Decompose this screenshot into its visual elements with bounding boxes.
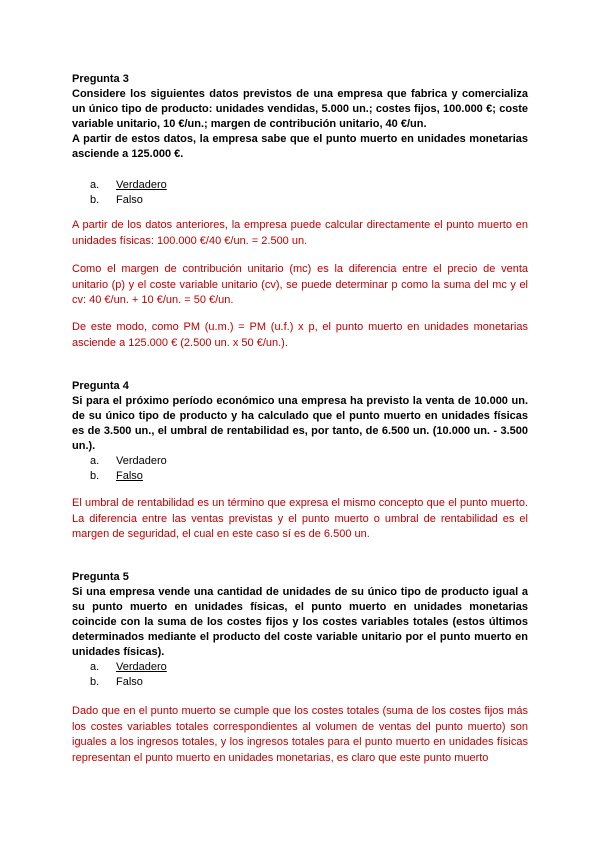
option-label-selected: Falso <box>116 470 143 482</box>
options-list <box>72 454 528 484</box>
question-5 <box>72 570 528 690</box>
option-marker: b. <box>90 470 100 482</box>
option-label: Falso <box>116 676 143 688</box>
option-marker: b. <box>90 194 100 206</box>
option-b[interactable] <box>72 675 528 690</box>
option-label: Falso <box>116 194 143 206</box>
explanation-paragraph: Como el margen de contribución unitario (mc) es la diferencia entre el precio de venta unitario (p) y el coste variable unitario (cv), se puede determinar p como la suma del mc y el cv: 40 €/un. + 10 €/un. = 50 €/un. <box>72 263 528 306</box>
question-stem: Si una empresa vende una cantidad de unidades de su único tipo de producto igual a su punto muerto en unidades físicas, el punto muerto en unidades monetarias coincide con la suma de los costes fijos y los costes variables totales (estos últimos determinados mediante el producto del coste variable unitario por el punto muerto en unidades físicas). <box>72 586 528 658</box>
explanation-paragraph: El umbral de rentabilidad es un término que expresa el mismo concepto que el punto muerto. La diferencia entre las ventas previstas y el punto muerto o umbral de rentabilidad es el margen de seguridad, el cual en este caso sí es de 6.500 un. <box>72 497 528 540</box>
option-marker: a. <box>90 179 100 191</box>
option-label: Verdadero <box>116 455 167 467</box>
options-list <box>72 660 528 690</box>
explanation-paragraph: De este modo, como PM (u.m.) = PM (u.f.) x p, el punto muerto en unidades monetarias asciende a 125.000 € (2.500 un. x 50 €/un.). <box>72 321 528 349</box>
option-a[interactable] <box>72 454 528 469</box>
option-a[interactable] <box>72 660 528 675</box>
explanation-paragraph: Dado que en el punto muerto se cumple que los costes totales (suma de los costes fijos más los costes variables totales correspondientes al volumen de ventas del punto muerto) son iguales a los ingresos totales, y los ingresos totales para el punto muerto en unidades físicas representan el punto muerto en unidades monetarias, es claro que este punto muerto <box>72 705 528 764</box>
question-stem: Si para el próximo período económico una empresa ha previsto la venta de 10.000 un. de su único tipo de producto y ha calculado que el punto muerto en unidades físicas es de 3.500 un., el umbral de rentabilidad es, por tanto, de 6.500 un. (10.000 un. - 3.500 un.). <box>72 395 528 452</box>
option-label-selected: Verdadero <box>116 179 167 191</box>
option-marker: a. <box>90 661 100 673</box>
question-3 <box>72 72 528 208</box>
option-b[interactable] <box>72 193 528 208</box>
option-b[interactable] <box>72 469 528 484</box>
explanation-paragraph: A partir de los datos anteriores, la empresa puede calcular directamente el punto muerto en unidades físicas: 100.000 €/40 €/un. = 2.500 un. <box>72 219 528 247</box>
option-marker: b. <box>90 676 100 688</box>
question-title: Pregunta 3 <box>72 73 129 85</box>
question-stem: Considere los siguientes datos previstos de una empresa que fabrica y comercializa un único tipo de producto: unidades vendidas, 5.000 un.; costes fijos, 100.000 €; coste variable unitario, 10 €/un.; margen de contribución unitario, 40 €/un. <box>72 88 528 130</box>
option-a[interactable] <box>72 178 528 193</box>
option-marker: a. <box>90 455 100 467</box>
question-title: Pregunta 5 <box>72 571 129 583</box>
question-4 <box>72 379 528 484</box>
option-label-selected: Verdadero <box>116 661 167 673</box>
question-stem-continued: A partir de estos datos, la empresa sabe que el punto muerto en unidades monetarias asciende a 125.000 €. <box>72 133 528 160</box>
options-list <box>72 178 528 208</box>
question-title: Pregunta 4 <box>72 380 129 392</box>
